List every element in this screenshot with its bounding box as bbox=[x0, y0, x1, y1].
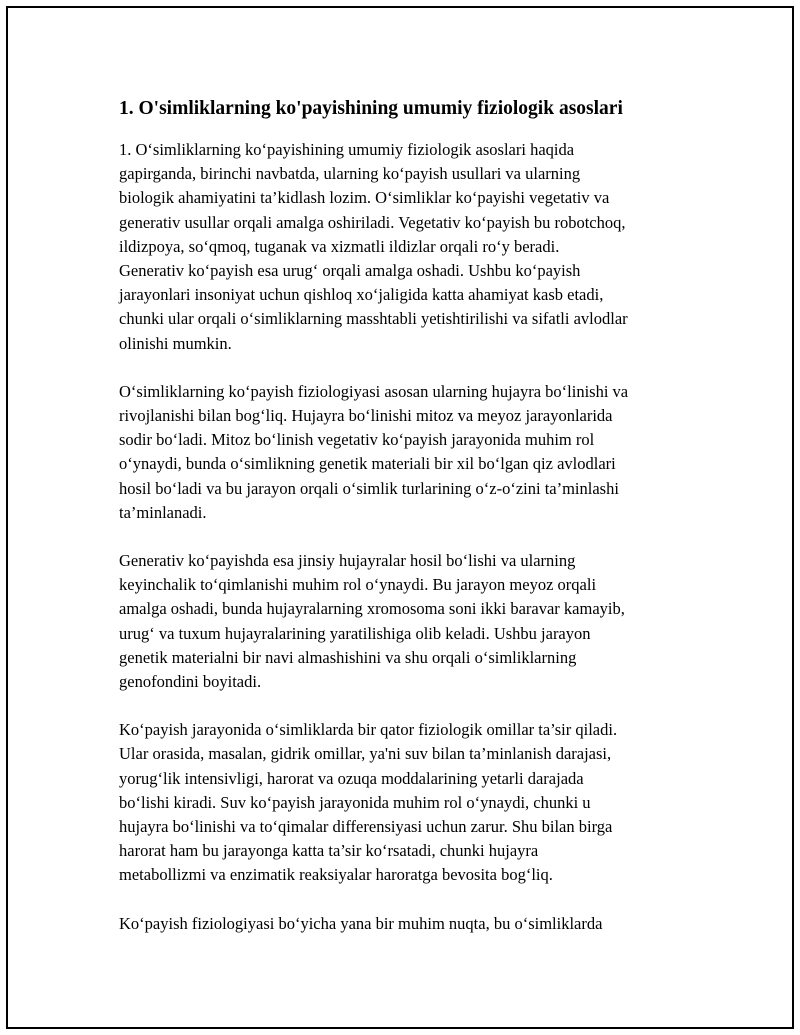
paragraph-line: sodir bo‘ladi. Mitoz bo‘linish vegetativ ko‘payish jarayonida muhim rol bbox=[119, 430, 595, 450]
paragraph-line: urug‘ va tuxum hujayralarining yaratilishiga olib keladi. Ushbu jarayon bbox=[119, 623, 591, 643]
paragraph-line: metabollizmi va enzimatik reaksiyalar haroratga bevosita bog‘liq. bbox=[119, 865, 553, 885]
paragraph-4 bbox=[119, 718, 699, 887]
paragraph-line: amalga oshadi, bunda hujayralarning xromosoma soni ikki baravar kamayib, bbox=[119, 599, 625, 619]
paragraph-line: 1. O‘simliklarning ko‘payishining umumiy fiziologik asoslari haqida bbox=[119, 140, 575, 159]
paragraph-5 bbox=[119, 912, 699, 936]
page-frame bbox=[6, 6, 794, 1029]
paragraph-line: olinishi mumkin. bbox=[119, 333, 232, 353]
paragraph-line: o‘ynaydi, bunda o‘simlikning genetik materiali bir xil bo‘lgan qiz avlodlari bbox=[119, 454, 616, 474]
paragraph-line: Generativ ko‘payishda esa jinsiy hujayralar hosil bo‘lishi va ularning bbox=[119, 551, 576, 571]
paragraph-line: genetik materialni bir navi almashishini va shu orqali o‘simliklarning bbox=[119, 647, 577, 667]
paragraph-2 bbox=[119, 380, 699, 525]
paragraph-line: yorug‘lik intensivligi, harorat va ozuqa moddalarining yetarli darajada bbox=[119, 768, 584, 788]
paragraph-line: jarayonlari insoniyat uchun qishloq xo‘jaligida katta ahamiyat kasb etadi, bbox=[119, 285, 604, 305]
paragraph-line: hosil bo‘ladi va bu jarayon orqali o‘simlik turlarining o‘z-o‘zini ta’minlashi bbox=[119, 478, 619, 498]
paragraph-line: O‘simliklarning ko‘payish fiziologiyasi asosan ularning hujayra bo‘linishi va bbox=[119, 381, 629, 401]
paragraph-3 bbox=[119, 549, 699, 694]
paragraph-line: harorat ham bu jarayonga katta ta’sir ko‘rsatadi, chunki hujayra bbox=[119, 841, 539, 861]
paragraph-line: Generativ ko‘payish esa urug‘ orqali amalga oshadi. Ushbu ko‘payish bbox=[119, 261, 581, 281]
paragraph-line: genofondini boyitadi. bbox=[119, 672, 262, 692]
paragraph-line: keyinchalik to‘qimlanishi muhim rol o‘ynaydi. Bu jarayon meyoz orqali bbox=[119, 575, 597, 595]
paragraph-line: chunki ular orqali o‘simliklarning masshtabli yetishtirilishi va sifatli avlodlar bbox=[119, 309, 628, 329]
paragraph-line: generativ usullar orqali amalga oshiriladi. Vegetativ ko‘payish bu robotchoq, bbox=[119, 212, 626, 232]
paragraph-line: Ko‘payish fiziologiyasi bo‘yicha yana bir muhim nuqta, bu o‘simliklarda bbox=[119, 913, 603, 933]
paragraph-line: bo‘lishi kiradi. Suv ko‘payish jarayonida muhim rol o‘ynaydi, chunki u bbox=[119, 792, 591, 812]
paragraph-line: Ko‘payish jarayonida o‘simliklarda bir qator fiziologik omillar ta’sir qiladi. bbox=[119, 720, 618, 740]
paragraph-line: biologik ahamiyatini ta’kidlash lozim. O‘simliklar ko‘payishi vegetativ va bbox=[119, 188, 610, 208]
paragraph-line: hujayra bo‘linishi va to‘qimalar differensiyasi uchun zarur. Shu bilan birga bbox=[119, 817, 613, 837]
paragraph-line: rivojlanishi bilan bog‘liq. Hujayra bo‘linishi mitoz va meyoz jarayonlarida bbox=[119, 406, 613, 426]
document-body bbox=[119, 96, 699, 960]
document-heading: 1. O'simliklarning ko'payishining umumiy fiziologik asoslari bbox=[119, 98, 623, 119]
paragraph-line: Ular orasida, masalan, gidrik omillar, ya'ni suv bilan ta’minlanish darajasi, bbox=[119, 744, 612, 764]
paragraph-line: ildizpoya, so‘qmoq, tuganak va xizmatli ildizlar orqali ro‘y beradi. bbox=[119, 236, 560, 256]
paragraph-line: ta’minlanadi. bbox=[119, 502, 207, 522]
paragraph-line: gapirganda, birinchi navbatda, ularning ko‘payish usullari va ularning bbox=[119, 164, 581, 184]
paragraph-1 bbox=[119, 138, 699, 356]
